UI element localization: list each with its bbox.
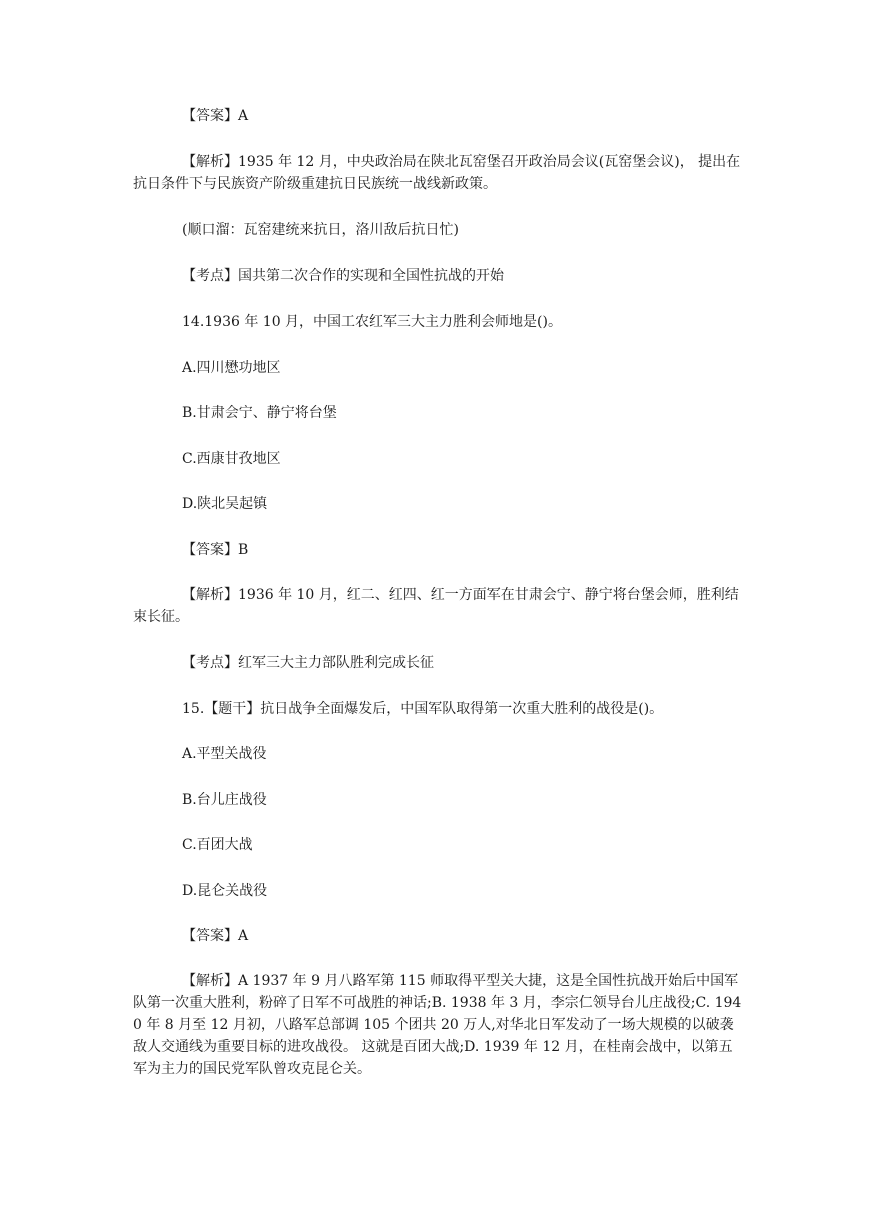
option-d: D.昆仑关战役 [182,883,268,899]
option-a: A.四川懋功地区 [182,360,281,376]
question-14: 14.1936 年 10 月，中国工农红军三大主力胜利会师地是()。 [182,314,562,330]
analysis-paragraph: 【解析】1936 年 10 月，红二、红四、红一方面军在甘肃会宁、静宁将台堡会师，胜利结束长征。 [133,587,739,625]
option-d: D.陕北吴起镇 [182,496,268,512]
option-c: C.百团大战 [182,837,253,853]
option-b: B.甘肃会宁、静宁将台堡 [182,405,337,421]
option-c: C.西康甘孜地区 [182,451,281,467]
answer-paragraph: 【答案】A [182,108,249,124]
option-b: B.台儿庄战役 [182,792,267,808]
option-a: A.平型关战役 [182,746,267,762]
mnemonic-paragraph: (顺口溜：瓦窑建统来抗日，洛川敌后抗日忙) [182,222,459,238]
analysis-paragraph: 【解析】1935 年 12 月，中央政治局在陕北瓦窑堡召开政治局会议(瓦窑堡会议)， 提出在抗日条件下与民族资产阶级重建抗日民族统一战线新政策。 [133,154,741,192]
analysis-paragraph: 【解析】A 1937 年 9 月八路军第 115 师取得平型关大捷，这是全国性抗战开始后中国军队第一次重大胜利，粉碎了日军不可战胜的神话;B. 1938 年 3 月，李宗仁领导台儿庄战役;C. 1940 年 8 月至 12 月初，八路军总部调 105 个团共 20 万人,对华北日军发动了一场大规模的以破袭敌人交通线为重要目标的进攻战役。 这就是百团大战;D. 1939 年 12 月，在桂南会战中，以第五军为主力的国民党军队曾攻克昆仑关。 [133,973,742,1077]
question-15: 15.【题干】抗日战争全面爆发后，中国军队取得第一次重大胜利的战役是()。 [182,701,664,717]
answer-paragraph: 【答案】B [182,542,249,558]
key-point-paragraph: 【考点】红军三大主力部队胜利完成长征 [182,655,434,671]
answer-paragraph: 【答案】A [182,928,249,944]
key-point-paragraph: 【考点】国共第二次合作的实现和全国性抗战的开始 [182,268,504,284]
